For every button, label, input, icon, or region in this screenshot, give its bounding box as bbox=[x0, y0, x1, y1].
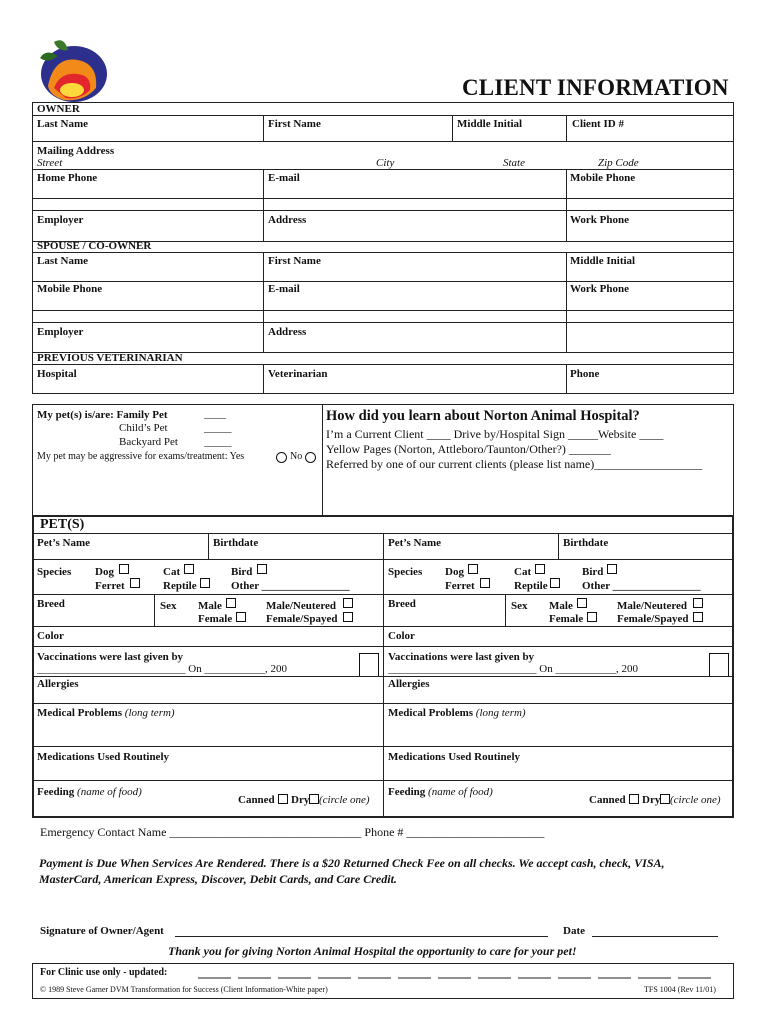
pet1-dog-label: Dog bbox=[95, 566, 114, 578]
pet2-feeding-note: (name of food) bbox=[428, 786, 493, 798]
learn-heading: How did you learn about Norton Animal Hospital? bbox=[326, 408, 640, 424]
pet2-vacc-line[interactable]: ___________________________ On ___________, 200 bbox=[388, 663, 638, 675]
pet1-male-neutered-checkbox[interactable] bbox=[343, 598, 353, 608]
pet1-dry-checkbox[interactable] bbox=[309, 794, 319, 804]
pet1-canned-checkbox[interactable] bbox=[278, 794, 288, 804]
date-label: Date bbox=[563, 925, 585, 937]
aggressive-no-radio[interactable] bbox=[305, 452, 316, 463]
pet1-bird-label: Bird bbox=[231, 566, 253, 578]
clinic-use-label: For Clinic use only - updated: bbox=[40, 967, 168, 978]
childs-pet-blank[interactable]: _____ bbox=[204, 422, 232, 434]
pet1-species-label: Species bbox=[37, 566, 72, 578]
pet2-birthdate-label: Birthdate bbox=[563, 537, 609, 549]
pet1-canned-label: Canned bbox=[238, 794, 275, 806]
pet2-dog-label: Dog bbox=[445, 566, 464, 578]
owner-last-name-label: Last Name bbox=[37, 118, 89, 130]
spouse-heading: SPOUSE / CO-OWNER bbox=[37, 240, 152, 252]
pet2-female-spayed-label: Female/Spayed bbox=[617, 613, 689, 625]
pet1-male-checkbox[interactable] bbox=[226, 598, 236, 608]
zip-label: Zip Code bbox=[598, 157, 639, 169]
pet2-dry-checkbox[interactable] bbox=[660, 794, 670, 804]
payment-notice: Payment is Due When Services Are Rendered. There is a $20 Returned Check Fee on all checks. We accept cash, check, VISA, MasterCard, American Express, Discover, Debit Cards, and Care Credit. bbox=[39, 856, 665, 886]
pet2-dry-label: Dry bbox=[642, 794, 661, 806]
state-label: State bbox=[503, 157, 525, 169]
aggressive-yes-radio[interactable] bbox=[276, 452, 287, 463]
owner-middle-initial-label: Middle Initial bbox=[457, 118, 523, 130]
pet2-male-neutered-checkbox[interactable] bbox=[693, 598, 703, 608]
spouse-email-label: E-mail bbox=[268, 283, 300, 295]
owner-employer-label: Employer bbox=[37, 214, 84, 226]
signature-label: Signature of Owner/Agent bbox=[40, 925, 164, 937]
pet2-other-label: Other ________________ bbox=[582, 580, 701, 592]
aggressive-label: My pet may be aggressive for exams/treatment: Yes bbox=[37, 451, 245, 462]
pet1-feeding-note: (name of food) bbox=[77, 786, 142, 798]
pet2-female-checkbox[interactable] bbox=[587, 612, 597, 622]
pet2-female-spayed-checkbox[interactable] bbox=[693, 612, 703, 622]
pet1-medical bbox=[37, 707, 175, 719]
pet1-female-spayed-label: Female/Spayed bbox=[266, 613, 338, 625]
pet2-reptile-label: Reptile bbox=[514, 580, 548, 592]
pet2-sex-label: Sex bbox=[511, 600, 528, 612]
pet1-female-spayed-checkbox[interactable] bbox=[343, 612, 353, 622]
learn-line-1: I’m a Current Client ____ Drive by/Hospital Sign _____Website ____ bbox=[326, 427, 664, 441]
pet2-cat-checkbox[interactable] bbox=[535, 564, 545, 574]
owner-mobile-label: Mobile Phone bbox=[570, 172, 636, 184]
pet2-reptile-checkbox[interactable] bbox=[550, 578, 560, 588]
pet1-medical-note: (long term) bbox=[124, 707, 175, 719]
veterinarian-label: Veterinarian bbox=[268, 368, 328, 380]
footer-copyright: © 1989 Steve Garner DVM Transformation for Success (Client Information-White paper) bbox=[40, 985, 328, 994]
childs-pet-label: Child’s Pet bbox=[119, 422, 168, 434]
pet1-dry-label: Dry bbox=[291, 794, 310, 806]
pet1-reptile-label: Reptile bbox=[163, 580, 197, 592]
pet1-breed-label: Breed bbox=[37, 598, 65, 610]
prev-vet-heading: PREVIOUS VETERINARIAN bbox=[37, 352, 183, 364]
date-line[interactable] bbox=[592, 936, 718, 937]
pet2-medical-label: Medical Problems bbox=[388, 707, 474, 719]
pet2-color-label: Color bbox=[388, 630, 415, 642]
pet2-medications-label: Medications Used Routinely bbox=[388, 751, 520, 763]
pet1-vacc-box[interactable] bbox=[359, 653, 379, 677]
pet2-breed-label: Breed bbox=[388, 598, 416, 610]
pet1-medical-label: Medical Problems bbox=[37, 707, 123, 719]
clinic-update-lines[interactable] bbox=[198, 976, 713, 980]
pet2-ferret-checkbox[interactable] bbox=[480, 578, 490, 588]
emergency-contact-line[interactable]: Emergency Contact Name ________________________________ Phone # _______________________ bbox=[40, 825, 545, 839]
pet2-feeding bbox=[388, 786, 493, 798]
backyard-pet-label: Backyard Pet bbox=[119, 436, 178, 448]
spouse-work-phone-label: Work Phone bbox=[570, 283, 629, 295]
mailing-address-label: Mailing Address bbox=[37, 145, 115, 157]
pet1-feeding-label: Feeding bbox=[37, 786, 75, 798]
pet2-canned-checkbox[interactable] bbox=[629, 794, 639, 804]
pet1-male-neutered-label: Male/Neutered bbox=[266, 600, 337, 612]
pet1-other-label: Other ________________ bbox=[231, 580, 350, 592]
signature-line[interactable] bbox=[175, 936, 548, 937]
spouse-middle-initial-label: Middle Initial bbox=[570, 255, 636, 267]
learn-line-2: Yellow Pages (Norton, Attleboro/Taunton/Other?) _______ bbox=[326, 442, 611, 456]
pet2-name-label: Pet’s Name bbox=[388, 537, 442, 549]
pet2-vacc-label: Vaccinations were last given by bbox=[388, 651, 535, 663]
pet2-vacc-box[interactable] bbox=[709, 653, 729, 677]
pet1-sex-label: Sex bbox=[160, 600, 177, 612]
street-label: Street bbox=[37, 157, 63, 169]
logo bbox=[34, 36, 114, 106]
owner-work-phone-label: Work Phone bbox=[570, 214, 629, 226]
pet2-bird-label: Bird bbox=[582, 566, 604, 578]
pet2-circle-one: (circle one) bbox=[670, 794, 721, 806]
pet1-color-label: Color bbox=[37, 630, 64, 642]
pet1-name-label: Pet’s Name bbox=[37, 537, 91, 549]
pet1-reptile-checkbox[interactable] bbox=[200, 578, 210, 588]
pet2-dog-checkbox[interactable] bbox=[468, 564, 478, 574]
spouse-first-name-label: First Name bbox=[268, 255, 321, 267]
pet1-female-checkbox[interactable] bbox=[236, 612, 246, 622]
pet2-female-label: Female bbox=[549, 613, 584, 625]
owner-address-label: Address bbox=[268, 214, 307, 226]
pet2-medical bbox=[388, 707, 526, 719]
pet2-male-checkbox[interactable] bbox=[577, 598, 587, 608]
thanks-text: Thank you for giving Norton Animal Hospital the opportunity to care for your pet! bbox=[168, 944, 577, 958]
pet2-cat-label: Cat bbox=[514, 566, 532, 578]
family-pet-blank[interactable]: ____ bbox=[204, 408, 226, 420]
pet1-cat-checkbox[interactable] bbox=[184, 564, 194, 574]
pet1-cat-label: Cat bbox=[163, 566, 181, 578]
pet2-male-label: Male bbox=[549, 600, 573, 612]
pet2-canned-label: Canned bbox=[589, 794, 626, 806]
spouse-last-name-label: Last Name bbox=[37, 255, 89, 267]
pet1-vacc-line[interactable]: ___________________________ On ___________, 200 bbox=[37, 663, 287, 675]
pet2-medical-note: (long term) bbox=[475, 707, 526, 719]
home-phone-label: Home Phone bbox=[37, 172, 98, 184]
pet2-male-neutered-label: Male/Neutered bbox=[617, 600, 688, 612]
city-label: City bbox=[376, 157, 395, 169]
pet1-circle-one: (circle one) bbox=[319, 794, 370, 806]
pet1-feeding bbox=[37, 786, 142, 798]
pet1-female-label: Female bbox=[198, 613, 233, 625]
pet1-birthdate-label: Birthdate bbox=[213, 537, 259, 549]
owner-first-name-label: First Name bbox=[268, 118, 321, 130]
pet1-male-label: Male bbox=[198, 600, 222, 612]
prev-vet-phone-label: Phone bbox=[570, 368, 600, 380]
pet2-feeding-label: Feeding bbox=[388, 786, 426, 798]
spouse-address-label: Address bbox=[268, 326, 307, 338]
owner-email-label: E-mail bbox=[268, 172, 300, 184]
pet1-vacc-label: Vaccinations were last given by bbox=[37, 651, 184, 663]
pets-are-label: My pet(s) is/are: Family Pet bbox=[37, 409, 168, 421]
backyard-pet-blank[interactable]: _____ bbox=[204, 436, 232, 448]
pet1-dog-checkbox[interactable] bbox=[119, 564, 129, 574]
aggressive-no-label: No bbox=[290, 451, 303, 462]
spouse-mobile-label: Mobile Phone bbox=[37, 283, 103, 295]
spouse-employer-label: Employer bbox=[37, 326, 84, 338]
pet1-allergies-label: Allergies bbox=[37, 678, 79, 690]
pet2-species-label: Species bbox=[388, 566, 423, 578]
pet1-medications-label: Medications Used Routinely bbox=[37, 751, 169, 763]
pet1-ferret-checkbox[interactable] bbox=[130, 578, 140, 588]
pet1-ferret-label: Ferret bbox=[95, 580, 125, 592]
pet2-allergies-label: Allergies bbox=[388, 678, 430, 690]
owner-client-id-label: Client ID # bbox=[572, 118, 624, 130]
pet2-ferret-label: Ferret bbox=[445, 580, 475, 592]
pet1-bird-checkbox[interactable] bbox=[257, 564, 267, 574]
footer-form-id: TFS 1004 (Rev 11/01) bbox=[644, 985, 716, 994]
pets-heading: PET(S) bbox=[40, 517, 85, 532]
page-title: CLIENT INFORMATION bbox=[462, 75, 729, 100]
pet2-bird-checkbox[interactable] bbox=[607, 564, 617, 574]
owner-heading: OWNER bbox=[37, 103, 80, 115]
learn-line-3: Referred by one of our current clients (please list name)__________________ bbox=[326, 457, 703, 471]
hospital-label: Hospital bbox=[37, 368, 77, 380]
